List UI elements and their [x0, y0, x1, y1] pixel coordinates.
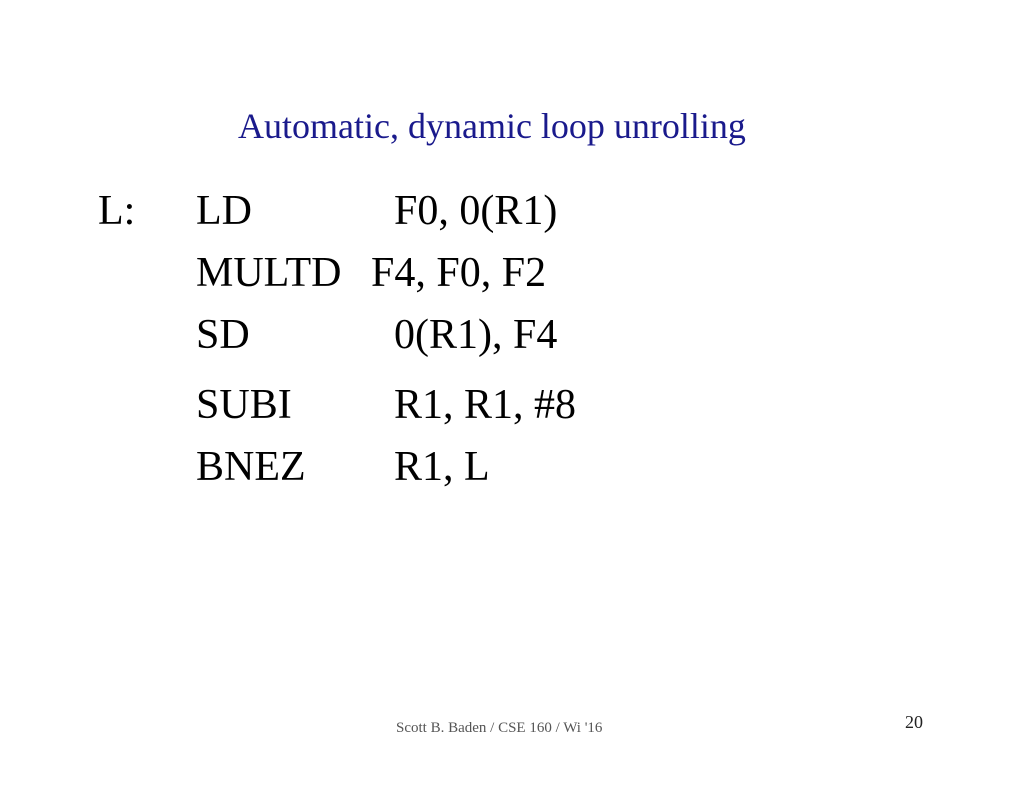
instruction-opcode: MULTD	[196, 250, 342, 296]
instruction-operands: R1, L	[394, 444, 490, 490]
instruction-operands: R1, R1, #8	[394, 382, 577, 428]
instruction-operands: F0, 0(R1)	[394, 188, 558, 234]
instruction-opcode: SUBI	[196, 382, 292, 428]
instruction-opcode: BNEZ	[196, 444, 306, 490]
instruction-operands: 0(R1), F4	[394, 312, 558, 358]
instruction-opcode: SD	[196, 312, 250, 358]
instruction-opcode: LD	[196, 188, 252, 234]
instruction-operands: F4, F0, F2	[371, 250, 547, 296]
page-number: 20	[905, 712, 923, 732]
footer-credit: Scott B. Baden / CSE 160 / Wi '16	[396, 720, 603, 736]
loop-label: L:	[98, 188, 136, 234]
slide-title: Automatic, dynamic loop unrolling	[238, 106, 746, 146]
